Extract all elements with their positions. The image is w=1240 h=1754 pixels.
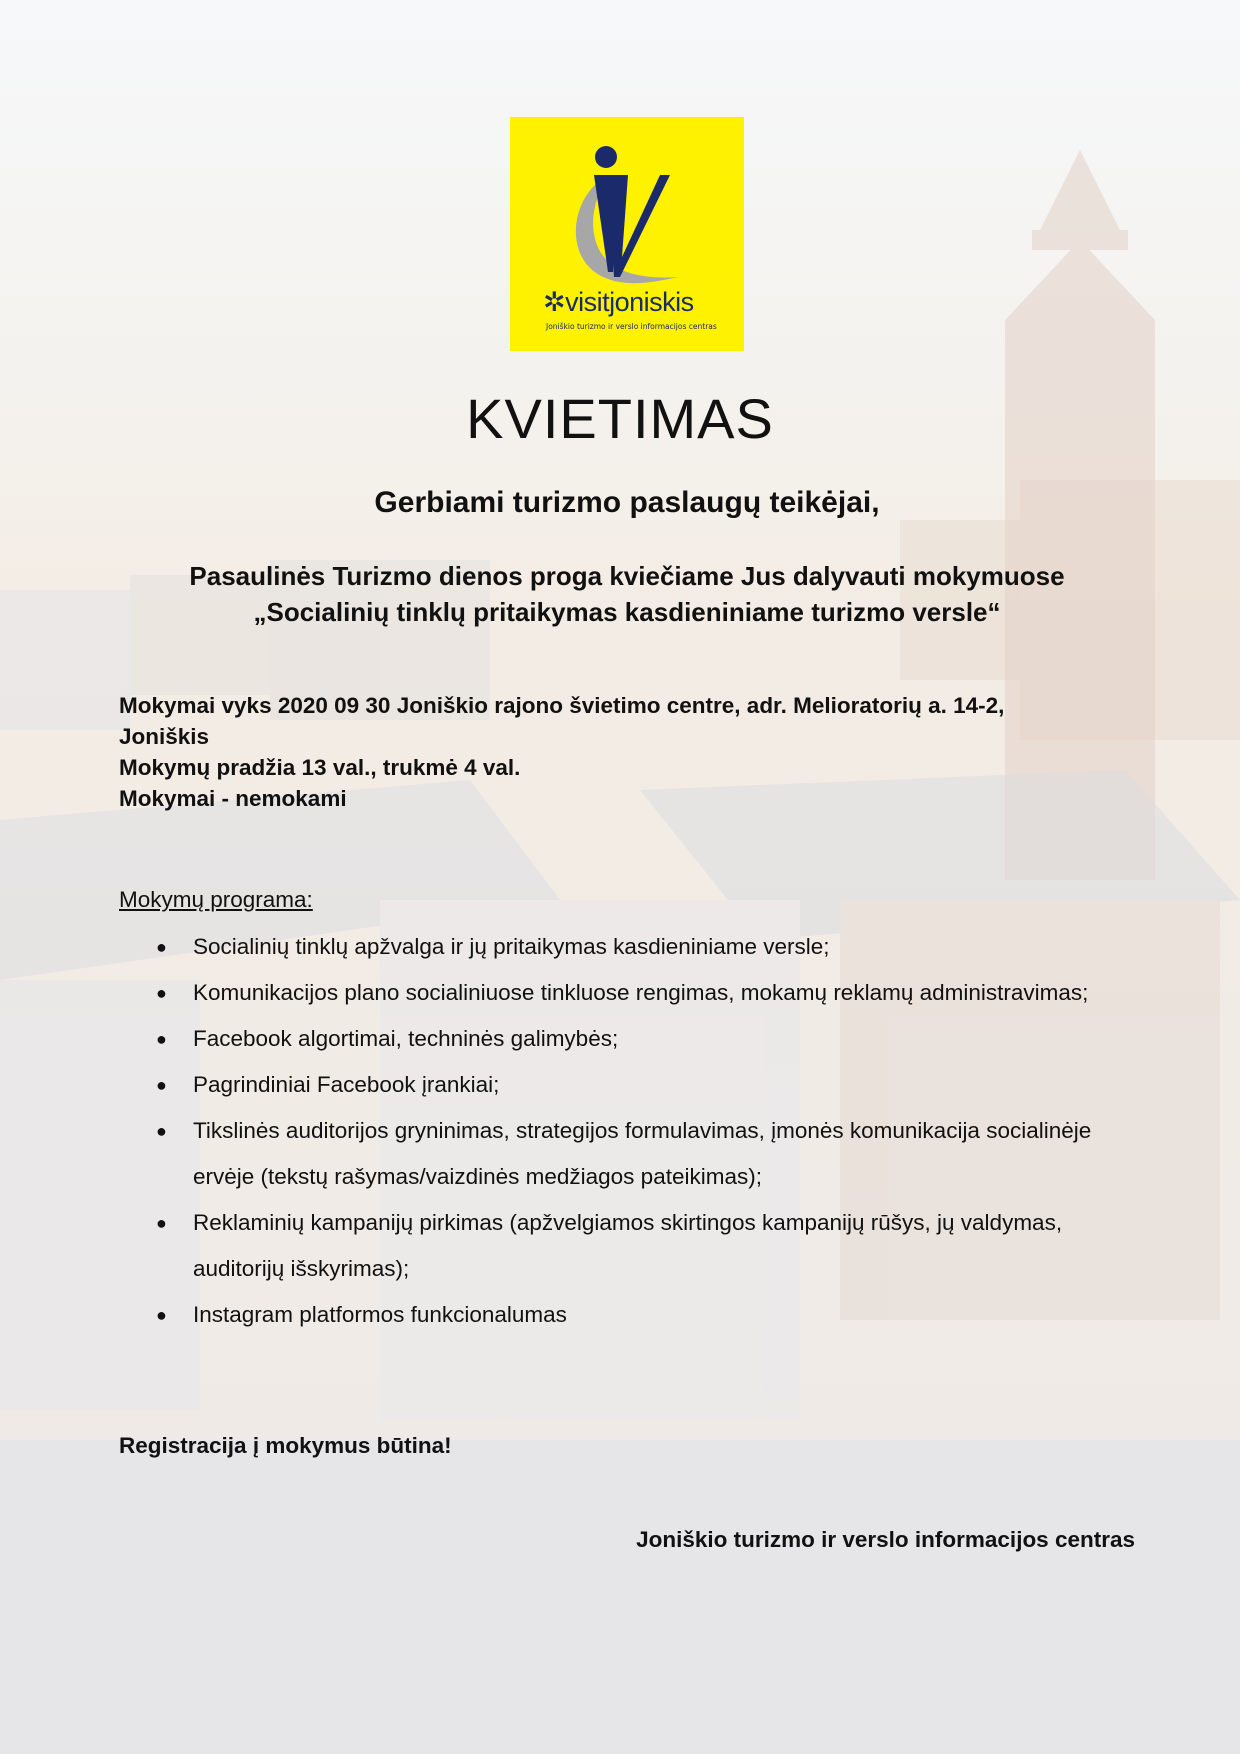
training-details — [119, 690, 1139, 814]
program-heading: Mokymų programa: — [119, 887, 313, 912]
logo-sparkle-icon: ✲ — [543, 287, 566, 317]
list-item: ● Socialinių tinklų apžvalga ir jų pritaikymas kasdieniniame versle; — [150, 924, 1130, 970]
visitjoniskis-logo — [510, 117, 744, 351]
list-item: ● Reklaminių kampanijų pirkimas (apžvelgiamos skirtingos kampanijų rūšys, jų valdymas, auditorijų išskyrimas); — [150, 1200, 1130, 1292]
details-location: Mokymai vyks 2020 09 30 Joniškio rajono švietimo centre, adr. Melioratorių a. 14-2, — [119, 693, 1005, 718]
program-list — [150, 924, 1130, 1338]
details-price: Mokymai - nemokami — [119, 786, 347, 811]
greeting: Gerbiami turizmo paslaugų teikėjai, — [374, 486, 880, 519]
list-item: ● Komunikacijos plano socialiniuose tinkluose rengimas, mokamų reklamų administravimas; — [150, 970, 1130, 1016]
signature: Joniškio turizmo ir verslo informacijos centras — [636, 1527, 1135, 1552]
details-time: Mokymų pradžia 13 val., trukmė 4 val. — [119, 755, 521, 780]
bullet-icon: ● — [156, 937, 167, 957]
logo-subtitle: Joniškio turizmo ir verslo informacijos centras — [546, 322, 717, 331]
bullet-icon: ● — [156, 1305, 167, 1325]
bullet-icon: ● — [156, 1075, 167, 1095]
registration-note: Registracija į mokymus būtina! — [119, 1433, 452, 1458]
bullet-icon: ● — [156, 1213, 167, 1233]
page-title: KVIETIMAS — [466, 387, 774, 450]
list-item: ● Instagram platformos funkcionalumas — [150, 1292, 1130, 1338]
bullet-icon: ● — [156, 1029, 167, 1049]
bullet-icon: ● — [156, 983, 167, 1003]
bullet-icon: ● — [156, 1121, 167, 1141]
logo-brand-text: ✲visitjoniskis — [543, 287, 694, 317]
list-item: ● Facebook algortimai, techninės galimybės; — [150, 1016, 1130, 1062]
invitation-line-1: Pasaulinės Turizmo dienos proga kviečiame Jus dalyvauti mokymuose — [189, 561, 1065, 591]
list-item: ● Pagrindiniai Facebook įrankiai; — [150, 1062, 1130, 1108]
training-title: „Socialinių tinklų pritaikymas kasdieniniame turizmo versle“ — [253, 597, 1001, 627]
list-item: ● Tikslinės auditorijos gryninimas, strategijos formulavimas, įmonės komunikacija socialinėje ervėje (tekstų rašymas/vaizdinės medžiagos pateikimas); — [150, 1108, 1130, 1200]
invitation-text — [0, 558, 1240, 630]
details-city: Joniškis — [119, 724, 210, 749]
